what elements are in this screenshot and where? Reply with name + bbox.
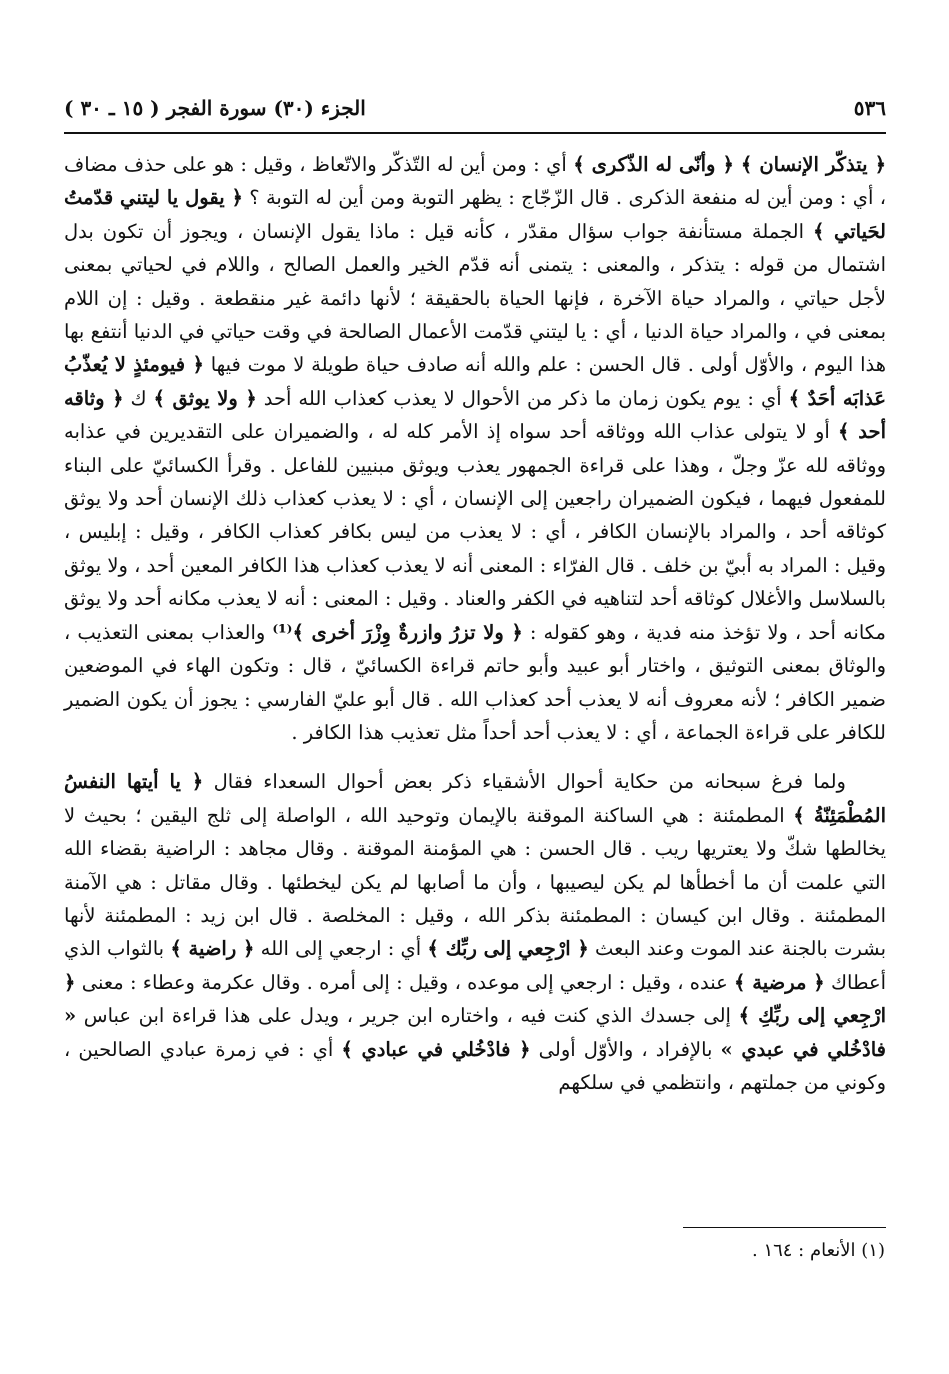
paragraph — [64, 765, 886, 1099]
quran-quote: ﴿ ارْجِعي إلى ربِّك ﴾ — [427, 937, 589, 961]
quran-quote: ﴿ ولا يوثق ﴾ — [153, 386, 257, 410]
commentary-text: إلى جسدك الذي كنت فيه ، واختاره ابن جرير ، ويدل على هذا قراءة ابن عباس — [76, 1004, 739, 1028]
commentary-text: أو لا يتولى عذاب الله ووثاقه أحد سواه إذ الأمر كله له ، والضميران على التقديرين في عذابه ووثاقه لله عزّ وجلّ ، وهذا على قراءة الجمهور يعذب ويوثق مبنيين للفاعل . وقرأ الكسائيّ على البناء للمفعول فيهما ، فيكون الضميران راجعين إلى الإنسان ، أي : لا يعذب كعذاب ذلك الإنسان أحد ولا يوثق كوثاقه أحد ، والمراد بالإنسان الكافر ، أي : لا يعذب من ليس بكافر كعذاب الكافر ، وقيل : إبليس ، وقيل : المراد به أبيّ بن خلف . قال الفرّاء : المعنى أنه لا يعذب كعذاب هذا الكافر المعين أحد ، ولا يوثق بالسلاسل والأغلال كوثاقه أحد لتناهيه في الكفر والعناد . وقيل : المعنى : أنه لا يعذب مكانه أحد ولا يوثق مكانه أحد ، ولا تؤخذ منه فدية ، وهو كقوله : — [64, 420, 886, 644]
page-header — [64, 96, 886, 130]
quran-quote: ﴿ فيومئذٍ لا يُعذّبُ عَذابَه أحَدٌ ﴾ — [64, 353, 886, 410]
tafsir-body — [64, 148, 886, 1099]
header-rule — [64, 132, 886, 134]
commentary-text: أي : ومن أين له التّذكّر والاتّعاظ ، وقيل : هو على حذف مضاف ، أي : ومن أين له منفعة الذكرى . قال الزّجّاج : يظهر التوبة ومن أين له التوبة ؟ — [64, 153, 886, 210]
commentary-text: أي : يوم يكون زمان ما ذكر من الأحوال لا يعذب كعذاب الله أحد — [256, 386, 789, 410]
quran-quote: ﴿ يقول يا ليتني قدّمتُ لحَياتي ﴾ — [64, 186, 886, 243]
quran-quote: ﴿ ارْجِعي إلى ربِّكِ ﴾ — [64, 970, 886, 1028]
quran-quote: « فادْخُلي في عبدي » — [64, 1004, 887, 1061]
quran-quote: ﴿ يتذكّر الإنسان ﴾ ﴿ وأنّى له الذّكرى ﴾ — [573, 153, 886, 176]
commentary-text: عنده ، وقيل : ارجعي إلى موعده ، وقيل : إلى أمره . وقال عكرمة وعطاء : معنى — [75, 970, 735, 994]
commentary-text: ك — [123, 386, 154, 410]
running-title: الجزء (٣٠) سورة الفجر ( ١٥ ـ ٣٠ ) — [64, 96, 366, 120]
quran-quote: ﴿ مرضية ﴾ — [734, 970, 825, 994]
footnote-rule — [683, 1227, 886, 1228]
paragraph — [64, 148, 886, 749]
quran-quote: ﴿ فادْخُلي في عبادي ﴾ — [341, 1037, 531, 1061]
quran-quote: ﴿ راضية ﴾ — [170, 937, 255, 961]
commentary-text: الجملة مستأنفة جواب سؤال مقدّر ، كأنه قيل : ماذا يقول الإنسان ، ويجوز أن تكون بدل اشتمال من قوله : يتذكر ، والمعنى : يتمنى أنه قدّم الخير والعمل الصالح ، واللام في لحياتي بمعنى لأجل حياتي ، والمراد حياة الآخرة ، فإنها الحياة بالحقيقة ؛ لأنها دائمة غير منقطعة . وقيل : إن اللام بمعنى في ، والمراد حياة الدنيا ، أي : يا ليتني قدّمت الأعمال الصالحة في وقت حياتي في الدنيا أنتفع بها هذا اليوم ، والأوّل أولى . قال الحسن : علم والله أنه صادف حياة طويلة لا موت فيها — [64, 219, 887, 377]
commentary-text: أي : ارجعي إلى الله — [254, 937, 428, 961]
commentary-text: بالثواب الذي أعطاك — [64, 937, 887, 994]
commentary-text: بالإفراد ، والأوّل أولى — [530, 1037, 721, 1061]
commentary-text: المطمئنة : هي الساكنة الموقنة بالإيمان وتوحيد الله ، الواصلة إلى ثلج اليقين ؛ بحيث لا يخالطها شكّ ولا يعتريها ريب . قال الحسن : هي المؤمنة الموقنة . وقال مجاهد : الراضية بقضاء الله التي علمت أن ما أخطأها لم يكن ليصيبها ، وأن ما أصابها لم يكن ليخطئها . وقال مقاتل : هي الآمنة المطمئنة . وقال ابن كيسان : المطمئنة بذكر الله ، وقيل : المخلصة . قال ابن زيد : المطمئنة لأنها بشرت بالجنة عند الموت وعند البعث — [64, 803, 886, 961]
quran-quote: ﴿ ولا تزرُ وازرةٌ وِزْرَ أخرى ﴾⁽¹⁾ — [272, 620, 523, 644]
quran-quote: ﴿ وثاقه أحد ﴾ — [64, 386, 886, 444]
quran-quote: ﴿ يا أيتها النفسُ المُطْمَئِنّةُ ﴾ — [64, 770, 886, 827]
commentary-text: والعذاب بمعنى التعذيب ، والوثاق بمعنى التوثيق ، واختار أبو عبيد وأبو حاتم قراءة الكسائيّ ، قال : وتكون الهاء في الموضعين ضمير الكافر ؛ لأنه معروف أنه لا يعذب أحد كعذاب الله . قال أبو عليّ الفارسي : يجوز أن يكون الضمير للكافر على قراءة الجماعة ، أي : لا يعذب أحد أحداً مثل تعذيب هذا الكافر . — [64, 620, 886, 744]
page-number: ٥٣٦ — [853, 96, 886, 120]
footnote: (١) الأنعام : ١٦٤ . — [751, 1240, 885, 1261]
commentary-text: ولما فرغ سبحانه من حكاية أحوال الأشقياء ذكر بعض أحوال السعداء فقال — [203, 770, 846, 794]
commentary-text: أي : في زمرة عبادي الصالحين ، وكوني من جملتهم ، وانتظمي في سلكهم — [64, 1037, 886, 1094]
